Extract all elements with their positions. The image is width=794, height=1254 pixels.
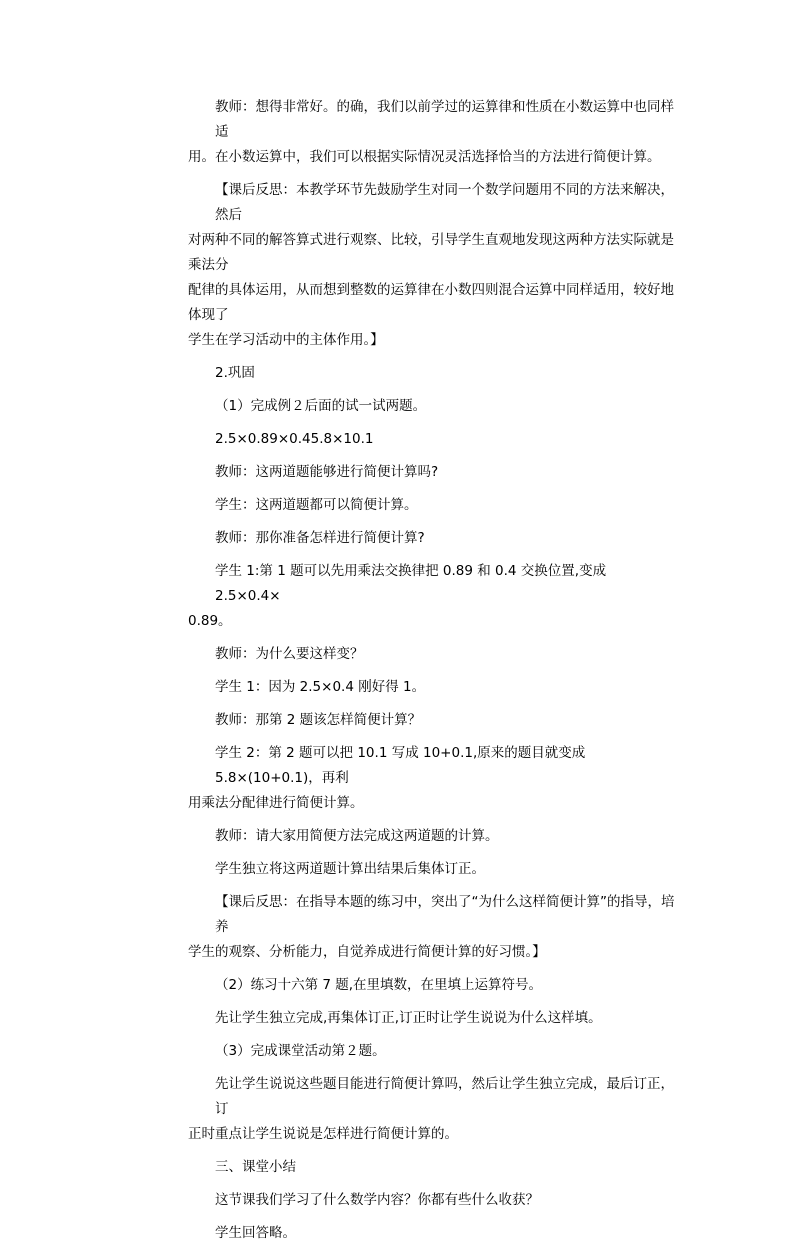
paragraph [215,526,675,551]
paragraph [188,178,675,353]
paragraph-line: 教师：那你准备怎样进行简便计算? [215,530,425,546]
paragraph-line: 这节课我们学习了什么数学内容？你都有些什么收获？ [215,1192,539,1208]
paragraph [215,427,675,452]
paragraph [215,460,675,485]
paragraph [215,1039,675,1064]
document-body [188,95,675,1254]
paragraph-line: 配律的具体运用，从而想到整数的运算律在小数四则混合运算中同样适用，较好地体现了 [188,282,674,323]
paragraph-line: 用乘法分配律进行简便计算。 [188,795,364,811]
paragraph [215,1006,675,1031]
paragraph-line: 学生在学习活动中的主体作用。】 [188,332,384,348]
paragraph [188,890,675,965]
paragraph [215,361,675,386]
paragraph [215,1221,675,1246]
paragraph-line: 三、课堂小结 [215,1159,296,1175]
paragraph-line: 先让学生独立完成,再集体订正,订正时让学生说说为什么这样填。 [215,1010,602,1026]
paragraph [215,493,675,518]
paragraph-line: 学生回答略。 [215,1225,296,1241]
paragraph-line: 学生的观察、分析能力，自觉养成进行简便计算的好习惯。】 [188,944,546,960]
paragraph [188,559,675,634]
paragraph [215,973,675,998]
paragraph [188,95,675,170]
paragraph-line: 用。在小数运算中，我们可以根据实际情况灵活选择恰当的方法进行简便计算。 [188,149,661,165]
paragraph-line: 对两种不同的解答算式进行观察、比较，引导学生直观地发现这两种方法实际就是乘法分 [188,232,674,273]
paragraph-line: 教师：为什么要这样变？ [215,646,364,662]
paragraph [215,1188,675,1213]
paragraph-line: 教师：那第 2 题该怎样简便计算？ [215,712,422,728]
paragraph [215,394,675,419]
paragraph-line: 【课后反思：本教学环节先鼓励学生对同一个数学问题用不同的方法来解决，然后 [215,182,674,223]
paragraph [215,642,675,667]
paragraph-line: 先让学生说说这些题目能进行简便计算吗，然后让学生独立完成，最后订正，订 [215,1076,674,1117]
paragraph [215,857,675,882]
paragraph-line: （1）完成例２后面的试一试两题。 [215,398,427,414]
paragraph-line: 学生独立将这两道题计算出结果后集体订正。 [215,861,485,877]
paragraph [215,708,675,733]
paragraph [215,675,675,700]
paragraph-line: （2）练习十六第 7 题,在里填数，在里填上运算符号。 [215,977,543,993]
paragraph-line: 教师：这两道题能够进行简便计算吗? [215,464,439,480]
paragraph-line: 教师：请大家用简便方法完成这两道题的计算。 [215,828,499,844]
paragraph-line: 学生 2：第 2 题可以把 10.1 写成 10+0.1,原来的题目就变成 5.8×(10+0.1)，再利 [215,745,586,786]
paragraph-line: 教师：想得非常好。的确，我们以前学过的运算律和性质在小数运算中也同样适 [215,99,674,140]
paragraph-line: 0.89。 [188,613,232,629]
paragraph-line: 【课后反思：在指导本题的练习中，突出了“为什么这样简便计算”的指导，培养 [215,894,675,935]
paragraph-line: 学生：这两道题都可以简便计算。 [215,497,418,513]
paragraph-line: 2.5×0.89×0.45.8×10.1 [215,431,374,447]
paragraph-line: 学生 1:第 1 题可以先用乘法交换律把 0.89 和 0.4 交换位置,变成 2.5×0.4× [215,563,607,604]
paragraph [215,1155,675,1180]
paragraph [188,741,675,816]
paragraph [215,824,675,849]
paragraph-line: 正时重点让学生说说是怎样进行简便计算的。 [188,1126,458,1142]
paragraph [188,1072,675,1147]
paragraph-line: （3）完成课堂活动第２题。 [215,1043,386,1059]
paragraph-line: 学生 1：因为 2.5×0.4 刚好得 1。 [215,679,426,695]
paragraph-line: 2.巩固 [215,365,255,381]
